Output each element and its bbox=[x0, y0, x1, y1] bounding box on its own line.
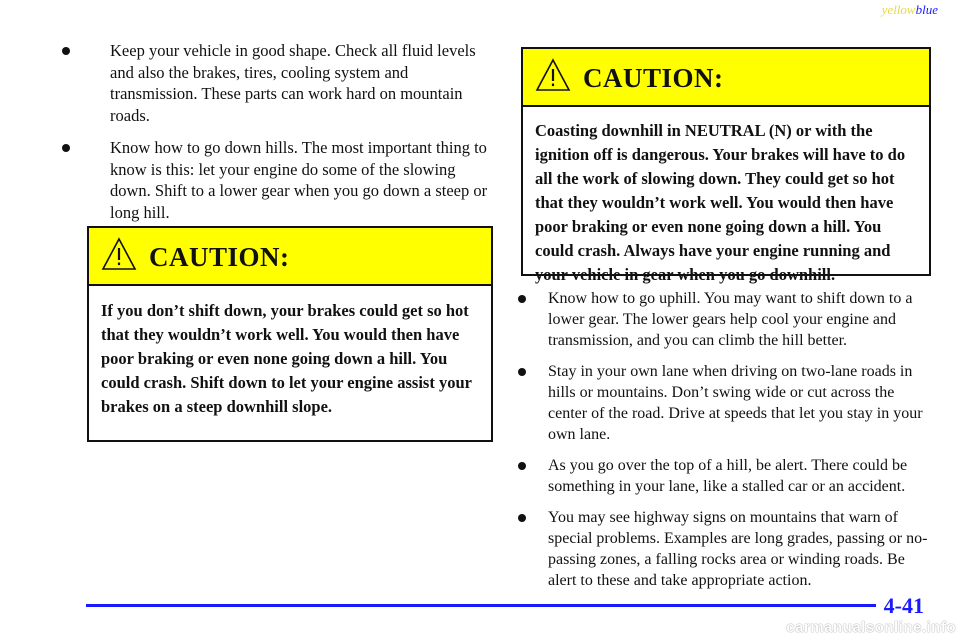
bullet-text: Know how to go down hills. The most important thing to know is this: let your engine do some of the slowing down. Shift to a lower gear when you go down a steep or long hill. bbox=[110, 138, 488, 222]
left-column bbox=[62, 40, 492, 234]
caution-box-left bbox=[87, 226, 493, 442]
bullet-text: As you go over the top of a hill, be alert. There could be something in your lane, like a stalled car or an accident. bbox=[548, 457, 908, 495]
bullet-icon bbox=[518, 368, 526, 376]
caution-text: If you don’t shift down, your brakes could get so hot that they wouldn’t work well. You would then have poor braking or even none going down a hill. You could crash. Shift down to let your engine assist your brakes on a steep downhill slope. bbox=[101, 301, 472, 416]
print-mark-yellow: yellow bbox=[881, 2, 916, 17]
list-item bbox=[518, 288, 930, 351]
page-number: 4-41 bbox=[883, 593, 924, 618]
caution-box-right bbox=[521, 47, 931, 284]
print-mark-blue: blue bbox=[915, 2, 938, 17]
bullet-text: You may see highway signs on mountains that warn of special problems. Examples are long grades, passing or no-passing zones, a falling rocks area or winding roads. Be alert to these and take appropriate action. bbox=[548, 509, 928, 589]
watermark-text: carmanualsonline.info bbox=[786, 619, 956, 636]
right-bullet-list bbox=[518, 288, 930, 591]
bullet-icon bbox=[518, 295, 526, 303]
list-item bbox=[62, 137, 492, 223]
bullet-icon bbox=[62, 47, 70, 55]
caution-title: CAUTION: bbox=[149, 242, 290, 272]
caution-header bbox=[523, 49, 929, 107]
bullet-text: Know how to go uphill. You may want to shift down to a lower gear. The lower gears help cool your engine and transmission, and you can climb the hill better. bbox=[548, 290, 913, 349]
print-color-mark bbox=[882, 2, 938, 18]
bullet-icon bbox=[518, 514, 526, 522]
warning-triangle-icon bbox=[101, 237, 137, 271]
bullet-text: Stay in your own lane when driving on two-lane roads in hills or mountains. Don’t swing wide or cut across the center of the road. Drive at speeds that let you stay in your own lane. bbox=[548, 363, 923, 443]
bullet-icon bbox=[518, 462, 526, 470]
bullet-text: Keep your vehicle in good shape. Check all fluid levels and also the brakes, tires, cooling system and transmission. These parts can work hard on mountain roads. bbox=[110, 41, 476, 125]
list-item bbox=[62, 40, 492, 126]
left-bullet-list bbox=[62, 40, 492, 223]
caution-header bbox=[89, 228, 491, 286]
list-item bbox=[518, 361, 930, 445]
caution-title: CAUTION: bbox=[583, 63, 724, 93]
warning-triangle-icon bbox=[535, 58, 571, 92]
bullet-icon bbox=[62, 144, 70, 152]
list-item bbox=[518, 455, 930, 497]
caution-text: Coasting downhill in NEUTRAL (N) or with the ignition off is dangerous. Your brakes will have to do all the work of slowing down. They could get so hot that they wouldn’t work well. You would then have poor braking or even none going down a hill. You could crash. Always have your engine running and your vehicle in gear when you go downhill. bbox=[535, 121, 906, 284]
footer-divider bbox=[86, 604, 876, 607]
right-column bbox=[518, 288, 930, 601]
list-item bbox=[518, 507, 930, 591]
